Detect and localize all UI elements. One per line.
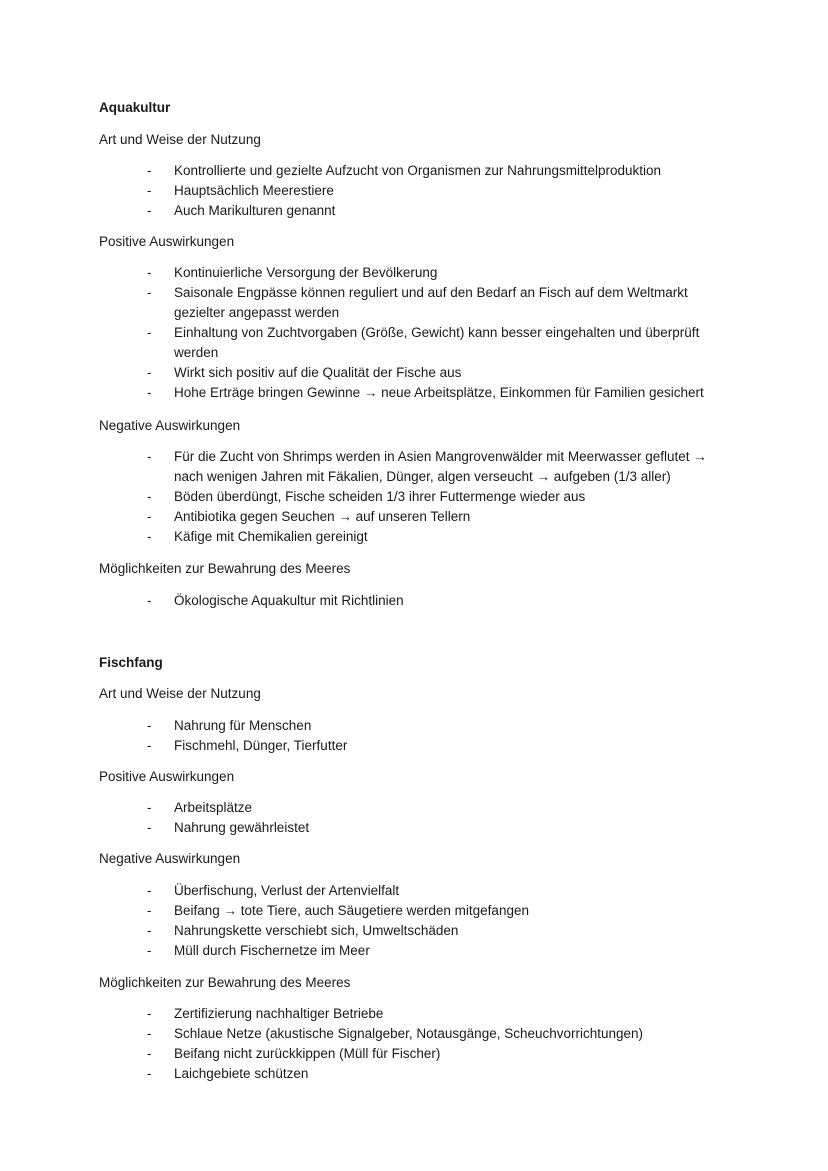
heading-bewahrung: Möglichkeiten zur Bewahrung des Meeres xyxy=(99,561,351,576)
heading-bewahrung: Möglichkeiten zur Bewahrung des Meeres xyxy=(99,975,351,990)
list-item: - Wirkt sich positiv auf die Qualität der Fische aus xyxy=(147,365,462,380)
list-item: - Zertifizierung nachhaltiger Betriebe xyxy=(147,1006,384,1021)
list-item: - Laichgebiete schützen xyxy=(147,1066,309,1081)
section-title-fischfang: Fischfang xyxy=(99,655,163,670)
list-item: - Müll durch Fischernetze im Meer xyxy=(147,943,370,958)
list-item: - Ökologische Aquakultur mit Richtlinien xyxy=(147,593,404,608)
list-item: - Böden überdüngt, Fische scheiden 1/3 ihrer Futtermenge wieder aus xyxy=(147,489,586,504)
list-item: - Fischmehl, Dünger, Tierfutter xyxy=(147,738,348,753)
list-item: - Hohe Erträge bringen Gewinne → neue Arbeitsplätze, Einkommen für Familien gesichert xyxy=(147,385,704,400)
heading-negative: Negative Auswirkungen xyxy=(99,418,241,433)
list-item: - Einhaltung von Zuchtvorgaben (Größe, Gewicht) kann besser eingehalten und überprüft werden xyxy=(147,325,700,360)
list-item: - Kontrollierte und gezielte Aufzucht von Organismen zur Nahrungsmittelproduktion xyxy=(147,163,662,178)
section-title-aquakultur: Aquakultur xyxy=(99,100,171,115)
list-item: - Kontinuierliche Versorgung der Bevölkerung xyxy=(147,265,438,280)
list-item: - Nahrung für Menschen xyxy=(147,718,312,733)
heading-positive: Positive Auswirkungen xyxy=(99,234,235,249)
list-negative xyxy=(0,881,828,961)
heading-negative: Negative Auswirkungen xyxy=(99,851,241,866)
list-item: - Saisonale Engpässe können reguliert und auf den Bedarf an Fisch auf dem Weltmarkt gezielter angepasst werden xyxy=(147,285,688,320)
list-item: - Nahrung gewährleistet xyxy=(147,820,310,835)
list-item: - Hauptsächlich Meerestiere xyxy=(147,183,334,198)
list-item: - Beifang → tote Tiere, auch Säugetiere werden mitgefangen xyxy=(147,903,529,918)
list-item: - Beifang nicht zurückkippen (Müll für Fischer) xyxy=(147,1046,441,1061)
list-item: - Überfischung, Verlust der Artenvielfalt xyxy=(147,883,400,898)
list-item: - Antibiotika gegen Seuchen → auf unseren Tellern xyxy=(147,509,471,524)
list-item: - Auch Marikulturen genannt xyxy=(147,203,336,218)
list-item: - Für die Zucht von Shrimps werden in Asien Mangrovenwälder mit Meerwasser geflutet → nach wenigen Jahren mit Fäkalien, Dünger, algen verseucht → aufgeben (1/3 aller) xyxy=(147,449,707,484)
list-item: - Arbeitsplätze xyxy=(147,800,253,815)
list-positive xyxy=(0,798,828,838)
list-item: - Nahrungskette verschiebt sich, Umweltschäden xyxy=(147,923,459,938)
list-nutzung xyxy=(0,161,828,221)
list-bewahrung xyxy=(0,1004,828,1084)
list-item: - Käfige mit Chemikalien gereinigt xyxy=(147,529,368,544)
list-negative xyxy=(0,447,828,547)
heading-positive: Positive Auswirkungen xyxy=(99,769,235,784)
list-nutzung xyxy=(0,716,828,756)
heading-nutzung: Art und Weise der Nutzung xyxy=(99,132,261,147)
list-positive xyxy=(0,263,828,403)
heading-nutzung: Art und Weise der Nutzung xyxy=(99,686,261,701)
list-item: - Schlaue Netze (akustische Signalgeber, Notausgänge, Scheuchvorrichtungen) xyxy=(147,1026,644,1041)
list-bewahrung xyxy=(0,591,828,611)
